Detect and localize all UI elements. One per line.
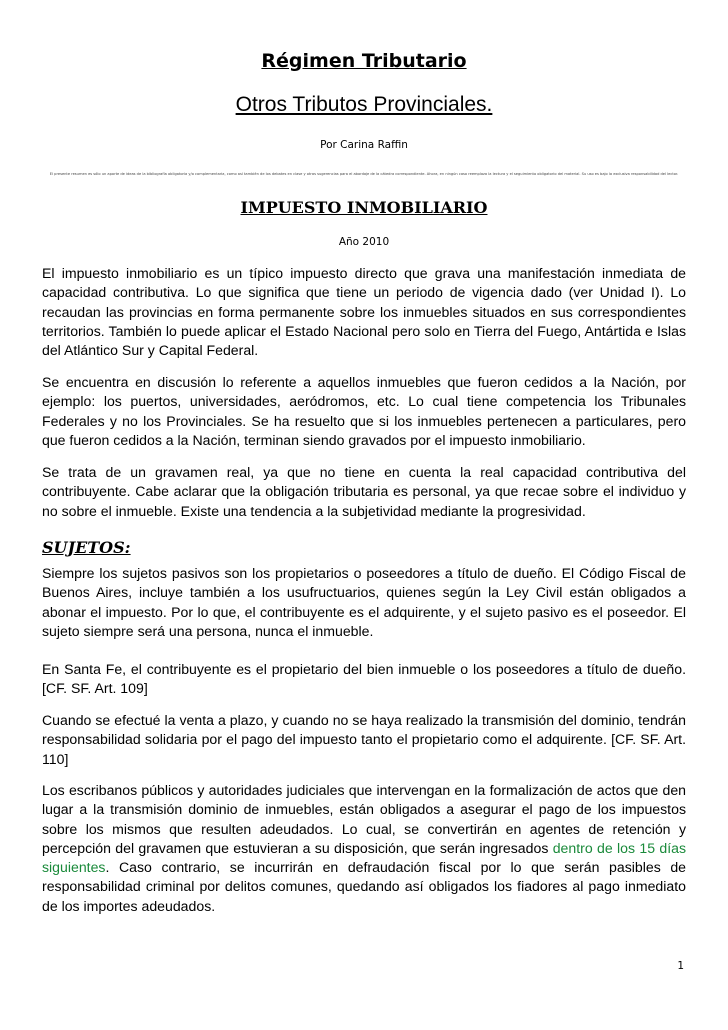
document-subtitle: Otros Tributos Provinciales.	[235, 93, 493, 116]
paragraph-text: Siempre los sujetos pasivos son los propietarios o poseedores a título de dueño. El Código Fiscal de Buenos Aires, incluye también a los usufructuarios, quienes según la Ley Civil están obligados a abonar el impuesto. Por lo que, el contribuyente es el adquirente, y el sujeto pasivo es el poseedor. El sujeto siempre será una persona, nunca el inmueble.	[42, 565, 686, 639]
paragraph-7	[42, 781, 686, 916]
paragraph-1	[42, 264, 686, 360]
paragraph-text: Se trata de un gravamen real, ya que no tiene en cuenta la real capacidad contributiva del contribuyente. Cabe aclarar que la obligación tributaria es personal, ya que recae sobre el individuo y no sobre el inmueble. Existe una tendencia a la subjetividad mediante la progresividad.	[42, 464, 686, 519]
paragraph-text	[42, 781, 686, 916]
paragraph-4	[42, 564, 686, 641]
paragraph-text: Se encuentra en discusión lo referente a aquellos inmuebles que fueron cedidos a la Nación, por ejemplo: los puertos, universidades, aeródromos, etc. Lo cual tiene competencia los Tribunales Federales y no los Provinciales. Se ha resuelto que si los inmuebles pertenecen a particulares, pero que fueron cedidos a la Nación, terminan siendo gravados por el impuesto inmobiliario.	[42, 374, 686, 448]
paragraph-6	[42, 711, 686, 769]
paragraph-3	[42, 463, 686, 521]
page-number: 1	[677, 960, 684, 972]
disclaimer-text: El presente resumen es sólo un aporte de ideas de la bibliografía obligatoria y/o complementaria, como así también de los debates en clase y otras sugerencias para el abordaje de la cátedra correspondiente. Ahora, en ningún caso reemplaza la lectura y el seguimiento obligatorio del material. Su uso es bajo la exclusiva responsabilidad del lector.	[49, 172, 679, 176]
year-label: Año 2010	[338, 236, 390, 248]
document-title: Régimen Tributario	[261, 50, 467, 72]
paragraph-text: Cuando se efectué la venta a plazo, y cuando no se haya realizado la transmisión del dominio, tendrán responsabilidad solidaria por el pago del impuesto tanto el propietario como el adquirente. [CF. SF. Art. 110]	[42, 712, 686, 767]
paragraph-text-part: . Caso contrario, se incurrirán en defraudación fiscal por lo que serán pasibles de responsabilidad criminal por delitos comunes, quedando así obligados los fiadores al pago inmediato de los importes adeudados.	[42, 859, 686, 914]
paragraph-text-part: Los escribanos públicos y autoridades judiciales que intervengan en la formalización de actos que den lugar a la transmisión dominio de inmuebles, están obligados a asegurar el pago de los impuestos sobre los mismos que resulten adeudados. Lo cual, se convertirán en agentes de retención y percepción del gravamen que estuvieran a su disposición, que serán ingresados	[42, 782, 686, 856]
paragraph-5	[42, 660, 686, 699]
sujetos-heading: SUJETOS:	[42, 538, 131, 557]
author-line: Por Carina Raffin	[320, 139, 408, 151]
highlighted-deadline: dentro de los 15 días siguientes	[42, 839, 686, 876]
paragraph-text: El impuesto inmobiliario es un típico impuesto directo que grava una manifestación inmediata de capacidad contributiva. Lo que significa que tiene un periodo de vigencia dado (ver Unidad I). Lo recaudan las provincias en forma permanente sobre los inmuebles situados en sus correspondientes territorios. También lo puede aplicar el Estado Nacional pero solo en Tierra del Fuego, Antártida e Islas del Atlántico Sur y Capital Federal.	[42, 265, 686, 359]
paragraph-2	[42, 373, 686, 450]
paragraph-text: En Santa Fe, el contribuyente es el propietario del bien inmueble o los poseedores a título de dueño. [CF. SF. Art. 109]	[42, 661, 686, 697]
section-title: IMPUESTO INMOBILIARIO	[240, 198, 488, 217]
